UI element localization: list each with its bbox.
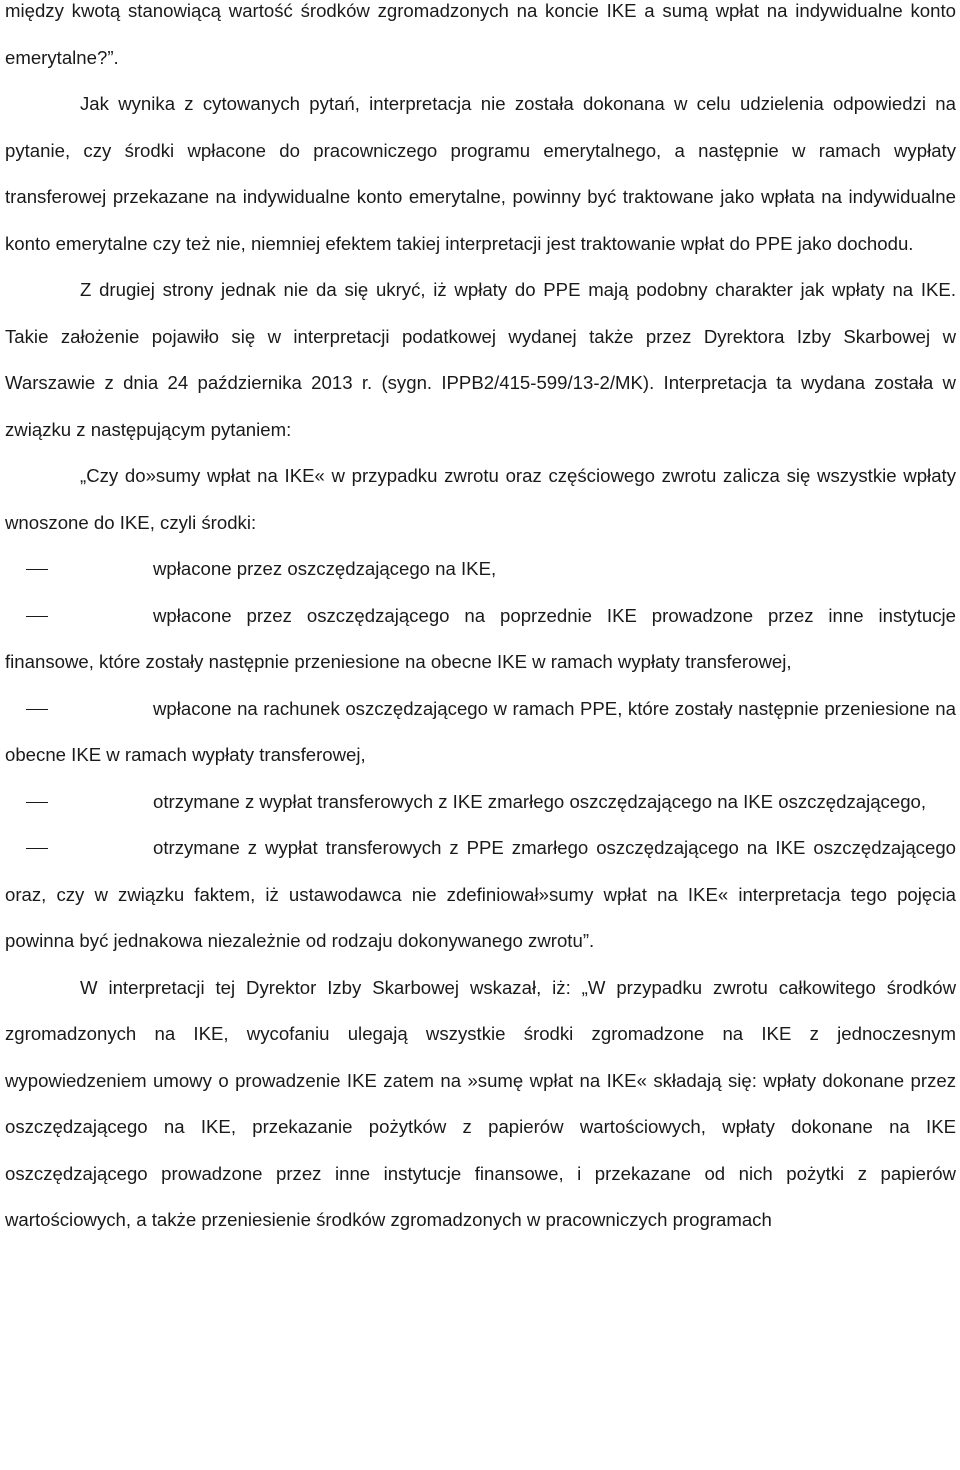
list-item-text: otrzymane z wypłat transferowych z IKE zmarłego oszczędzającego na IKE oszczędzającego, [153, 790, 927, 812]
list-item-text: wpłacone na rachunek oszczędzającego w ramach PPE, które zostały następnie przeniesione na obecne IKE w ramach wypłaty transferowej, [5, 697, 956, 765]
list-item [5, 686, 956, 779]
list-item-text: wpłacone przez oszczędzającego na IKE, [153, 558, 497, 579]
list-item [5, 546, 956, 593]
list-item-text: otrzymane z wypłat transferowych z PPE zmarłego oszczędzającego na IKE oszczędzającego oraz, czy w związku faktem, iż ustawodawca nie zdefiniował»sumy wpłat na IKE« interpretacja tego pojęcia powinna być jednakowa niezależnie od rodzaju dokonywanego zwrotu”. [5, 837, 956, 951]
paragraph-question: „Czy do»sumy wpłat na IKE« w przypadku zwrotu oraz częściowego zwrotu zalicza się wszystkie wpłaty wnoszone do IKE, czyli środki: [5, 465, 956, 533]
dash-bullet-icon [26, 709, 48, 710]
list-item [5, 825, 956, 965]
list-item [5, 593, 956, 686]
list-item [5, 779, 956, 826]
paragraph-analysis: Jak wynika z cytowanych pytań, interpretacja nie została dokonana w celu udzielenia odpowiedzi na pytanie, czy środki wpłacone do pracowniczego programu emerytalnego, a następnie w ramach wypłaty transferowej przekazane na indywidualne konto emerytalne, powinny być traktowane jako wpłata na indywidualne konto emerytalne czy też nie, niemniej efektem takiej interpretacji jest traktowanie wpłat do PPE jako dochodu. [5, 93, 956, 254]
paragraph-intro: między kwotą stanowiącą wartość środków zgromadzonych na koncie IKE a sumą wpłat na indywidualne konto emerytalne?”. [5, 0, 956, 68]
paragraph-comparison: Z drugiej strony jednak nie da się ukryć, iż wpłaty do PPE mają podobny charakter jak wpłaty na IKE. Takie założenie pojawiło się w interpretacji podatkowej wydanej także przez Dyrektora Izby Skarbowej w Warszawie z dnia 24 października 2013 r. (sygn. IPPB2/415-599/13-2/MK). Interpretacja ta wydana została w związku z następującym pytaniem: [5, 279, 956, 440]
list-item-text: wpłacone przez oszczędzającego na poprzednie IKE prowadzone przez inne instytucje finansowe, które zostały następnie przeniesione na obecne IKE w ramach wypłaty transferowej, [5, 604, 956, 672]
dash-bullet-icon [26, 616, 48, 617]
paragraph-closing: W interpretacji tej Dyrektor Izby Skarbowej wskazał, iż: „W przypadku zwrotu całkowitego środków zgromadzonych na IKE, wycofaniu ulegają wszystkie środki zgromadzone na IKE z jednoczesnym wypowiedzeniem umowy o prowadzenie IKE zatem na »sumę wpłat na IKE« składają się: wpłaty dokonane przez oszczędzającego na IKE, przekazanie pożytków z papierów wartościowych, wpłaty dokonane na IKE oszczędzającego prowadzone przez inne instytucje finansowe, i przekazane od nich pożytki z papierów wartościowych, a także przeniesienie środków zgromadzonych w pracowniczych programach [5, 976, 956, 1230]
dash-bullet-icon [26, 802, 48, 803]
dash-bullet-icon [26, 569, 48, 570]
dash-bullet-icon [26, 848, 48, 849]
